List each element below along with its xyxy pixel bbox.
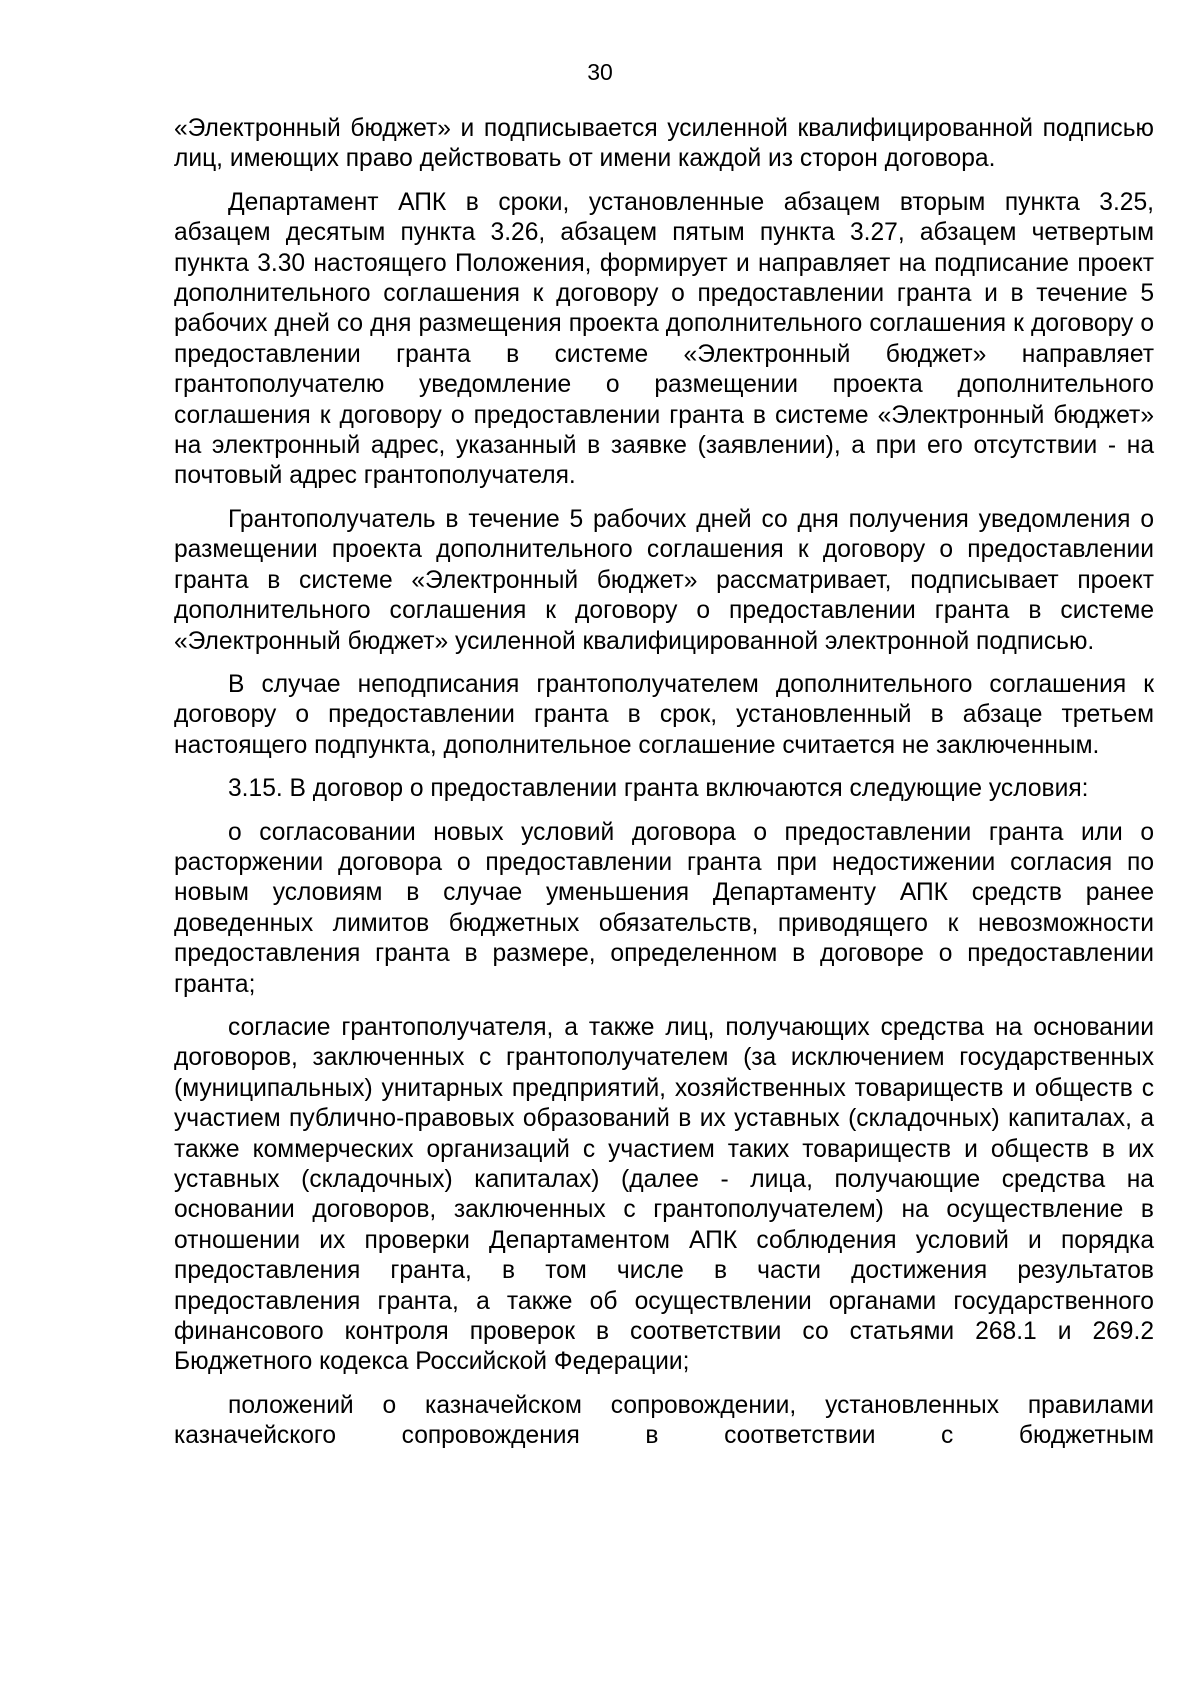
paragraph-consent: согласие грантополучателя, а также лиц, получающих средства на основании договоров, заключенных с грантополучателем (за исключением государственных (муниципальных) унитарных предприятий, хозяйственных товариществ и обществ с участием публично-правовых образований в их уставных (складочных) капиталах, а также коммерческих организаций с участием таких товариществ и обществ в их уставных (складочных) капиталах) (далее - лица, получающие средства на основании договоров, заключенных с грантополучателем) на осуществление в отношении их проверки Департаментом АПК соблюдения условий и порядка предоставления гранта, в том числе в части достижения результатов предоставления гранта, а также об осуществлении органами государственного финансового контроля проверок в соответствии со статьями 268.1 и 269.2 Бюджетного кодекса Российской Федерации; (174, 1013, 1154, 1376)
paragraph-non-signing: В случае неподписания грантополучателем дополнительного соглашения к договору о предоставлении гранта в срок, установленный в абзаце третьем настоящего подпункта, дополнительное соглашение считается не заключенным. (174, 670, 1154, 759)
paragraph-department-apk: Департамент АПК в сроки, установленные абзацем вторым пункта 3.25, абзацем десятым пункта 3.26, абзацем пятым пункта 3.27, абзацем четвертым пункта 3.30 настоящего Положения, формирует и направляет на подписание проект дополнительного соглашения к договору о предоставлении гранта и в течение 5 рабочих дней со дня размещения проекта дополнительного соглашения к договору о предоставлении гранта в системе «Электронный бюджет» направляет грантополучателю уведомление о размещении проекта дополнительного соглашения к договору о предоставлении гранта в системе «Электронный бюджет» на электронный адрес, указанный в заявке (заявлении), а при его отсутствии - на почтовый адрес грантополучателя. (174, 188, 1154, 490)
paragraph-treasury-support: положений о казначейском сопровождении, установленных правилами казначейского сопровождения в соответствии с бюджетным (174, 1391, 1154, 1450)
paragraph-new-conditions: о согласовании новых условий договора о предоставлении гранта или о расторжении договора о предоставлении гранта при недостижении согласия по новым условиям в случае уменьшения Департаменту АПК средств ранее доведенных лимитов бюджетных обязательств, приводящего к невозможности предоставления гранта в размере, определенном в договоре о предоставлении гранта; (174, 818, 1154, 998)
paragraph-clause-3-15: 3.15. В договор о предоставлении гранта включаются следующие условия: (228, 775, 1089, 803)
document-body (174, 114, 1154, 1465)
page-number: 30 (587, 59, 613, 85)
paragraph-grant-recipient: Грантополучатель в течение 5 рабочих дней со дня получения уведомления о размещении проекта дополнительного соглашения к договору о предоставлении гранта в системе «Электронный бюджет» рассматривает, подписывает проект дополнительного соглашения к договору о предоставлении гранта в системе «Электронный бюджет» усиленной квалифицированной электронной подписью. (174, 505, 1154, 655)
paragraph-continuation: «Электронный бюджет» и подписывается усиленной квалифицированной подписью лиц, имеющих право действовать от имени каждой из сторон договора. (174, 115, 1154, 173)
